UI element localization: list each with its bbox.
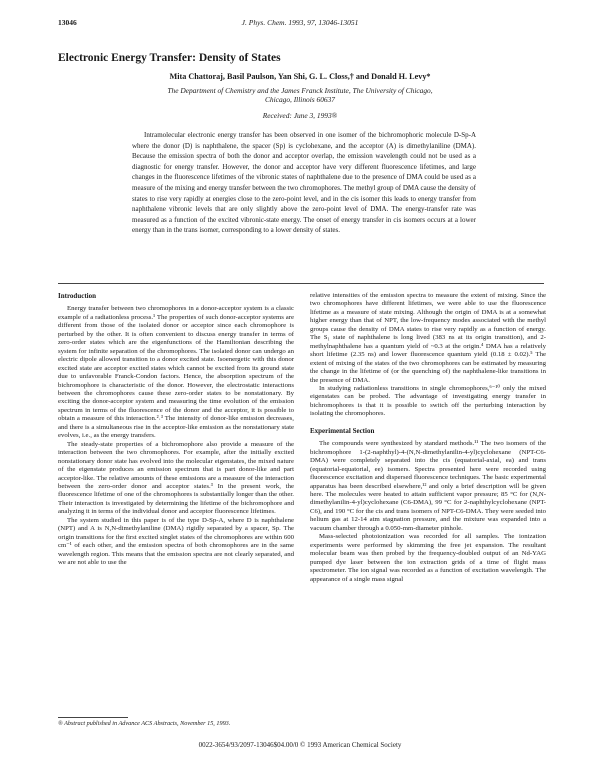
- spacer: [310, 419, 546, 427]
- affiliation: [0, 86, 600, 105]
- affiliation-line: Chicago, Illinois 60637: [264, 95, 335, 105]
- received-date: Received: June 3, 1993®: [262, 111, 338, 120]
- body-paragraph: In studying radiationless transitions in single chromophores,⁶⁻¹⁰ only the mixed eigenstates can be probed. The advantage of investigating energy transfer in bichromophores is that it is possible to switch off the perturbing interaction by isolating the chromophores.: [310, 384, 546, 418]
- author-list: Mita Chattoraj, Basil Paulson, Yan Shi, G. L. Closs,† and Donald H. Levy*: [169, 72, 431, 81]
- page-number: 13046: [58, 18, 77, 27]
- right-column: [310, 292, 546, 584]
- body-paragraph: relative intensities of the emission spectra to measure the extent of mixing. Since the two chromophores have different lifetimes, we were able to use the fluorescence lifetime as a measure of state mixing. Although the origin of DMA is at a somewhat higher energy than that of NPT, the low-frequency modes associated with the methyl groups cause the density of DMA states to rise very rapidly as a function of energy. The S₁ state of naphthalene is long lived (383 ns at its origin transition), and 2-methylnaphthalene has a quantum yield of ~0.3 at the origin.⁴ DMA has a relatively short lifetime (2.35 ns) and lower fluorescence quantum yield (0.18 ± 0.02).⁵ The extent of mixing of the states of the two chromophores can be estimated by measuring the change in the lifetime of (or the quenching of) the naphthalene-like transitions in the presence of DMA.: [310, 292, 546, 384]
- footnote-rule: [58, 717, 128, 718]
- abstract: Intramolecular electronic energy transfer has been observed in one isomer of the bichromophoric molecule D-Sp-A where the donor (D) is naphthalene, the spacer (Sp) is cyclohexane, and the acceptor (A) is dimethylaniline (DMA). Because the emission spectra of both the donor and acceptor overlap, the emission wavelength could not be used as a diagnostic for energy transfer. However, the donor and acceptor have very different fluorescence lifetimes, and large changes in the fluorescence lifetimes of the vibronic states of naphthalene due to the presence of DMA could be used as a measure of the mixing and energy transfer between the two chromophores. The methyl group of DMA cause the density of states to rise very rapidly at energies close to the zero-point level, and in the cis isomer this leads to energy transfer from naphthalene vibronic levels that are only slightly above the zero-point level of DMA. The energy-transfer rate was measured as a function of the excited vibronic-state energy. The onset of energy transfer in cis isomers occurs at a lower energy than in the trans isomer, corresponding to a lower density of states.: [132, 131, 476, 235]
- body-paragraph: The steady-state properties of a bichromophore also provide a measure of the interaction between the two chromophores. For example, after the initially excited nonstationary donor state has evolved into the molecular eigenstates, the mixed nature of the eigenstate produces an emission spectrum that is part donor-like and part acceptor-like. The relative amounts of these emissions are a measure of the interaction between the zero-order donor and acceptor states.³ In the present work, the fluorescence lifetime of one of the chromophores is substantially longer than the other. Their interaction is investigated by determining the lifetime of the bichromophore and analyzing it in terms of the individual donor and acceptor fluorescence lifetimes.: [58, 440, 294, 516]
- left-column: [58, 292, 294, 568]
- copyright-line: 0022-3654/93/2097-13046$04.00/0 © 1993 American Chemical Society: [198, 741, 402, 749]
- affiliation-line: The Department of Chemistry and the James Franck Institute, The University of Chicago,: [167, 86, 433, 95]
- section-divider: [58, 283, 544, 284]
- body-paragraph: Energy transfer between two chromophores in a donor-acceptor system is a classic example of a radiationless process.¹ The properties of such donor-acceptor systems are different from those of the isolated donor or acceptor since each chromophore is perturbed by the other. It is often convenient to discuss energy transfer in terms of zero-order states which are the eigenfunctions of the Hamiltonian describing the system for infinite separation of the chromophores. The isolated donor can undergo an electric dipole allowed transition to a donor excited state. Isoenergetic with this donor excited state are acceptor excited states which cannot be excited from its ground state due to unfavorable Franck-Condon factors. Hence, the absorption spectrum of the bichromophore is characteristic of the donor. However, the electrostatic interactions between the chromophores cause these zero-order states to be nonstationary. By exciting the donor-acceptor system and measuring the time evolution of the emission spectrum in terms of the fluorescence of the donor and the acceptor, it is possible to obtain a measure of this interaction.²˒³ The intensity of donor-like emission decreases, and there is a simultaneous rise in the acceptor-like emission as the nonstationary state evolves, i.e., as the energy transfers.: [58, 305, 294, 440]
- running-header: [58, 18, 542, 30]
- footnote: ® Abstract published in Advance ACS Abstracts, November 15, 1993.: [58, 720, 231, 727]
- experimental-heading: Experimental Section: [310, 426, 375, 435]
- introduction-heading: Introduction: [58, 292, 96, 300]
- journal-citation: J. Phys. Chem. 1993, 97, 13046-13051: [241, 18, 359, 27]
- article-title: Electronic Energy Transfer: Density of States: [58, 52, 281, 64]
- body-paragraph: The system studied in this paper is of the type D-Sp-A, where D is naphthalene (NPT) and A is N,N-dimethylaniline (DMA) rigidly separated by a spacer, Sp. The origin transitions for the first excited singlet states of the chromophores are within 600 cm⁻¹ of each other, and the emission spectra of both chromophores are in the same wavelength region. This means that the emission spectra are not clearly separated, and we are not able to use the: [58, 516, 294, 567]
- body-paragraph: The compounds were synthesized by standard methods.¹¹ The two isomers of the bichromophore 1-(2-naphthyl)-4-(N,N-dimethylanilin-4-yl)cyclohexane (NPT-C6-DMA) were completely separated into the cis (equatorial-axial, ea) and trans (equatorial-equatorial, ee) isomers. Spectra presented here were recorded using fluorescence excitation and dispersed fluorescence techniques. The basic experimental apparatus has been described elsewhere,¹² and only a brief description will be given here. The molecules were heated to attain sufficient vapor pressure; 85 °C for (N,N-dimethylanilin-4-yl)cyclohexane (C6-DMA), 99 °C for 2-naphthylcyclohexane (NPT-C6), and 190 °C for the cis and trans isomers of NPT-C6-DMA. They were seeded into helium gas at 12-14 atm stagnation pressure, and the mixture was expanded into a vacuum chamber through a 0.050-mm-diameter pinhole.: [310, 440, 546, 532]
- body-paragraph: Mass-selected photoionization was recorded for all samples. The ionization experiments were performed by skimming the free jet expansion. The resultant molecular beam was then probed by the frequency-doubled output of an Nd-YAG pumped dye laser between the ion extraction grids of a time of flight mass spectrometer. The ion signal was recorded as a function of excitation wavelength. The appearance of a single mass signal: [310, 533, 546, 583]
